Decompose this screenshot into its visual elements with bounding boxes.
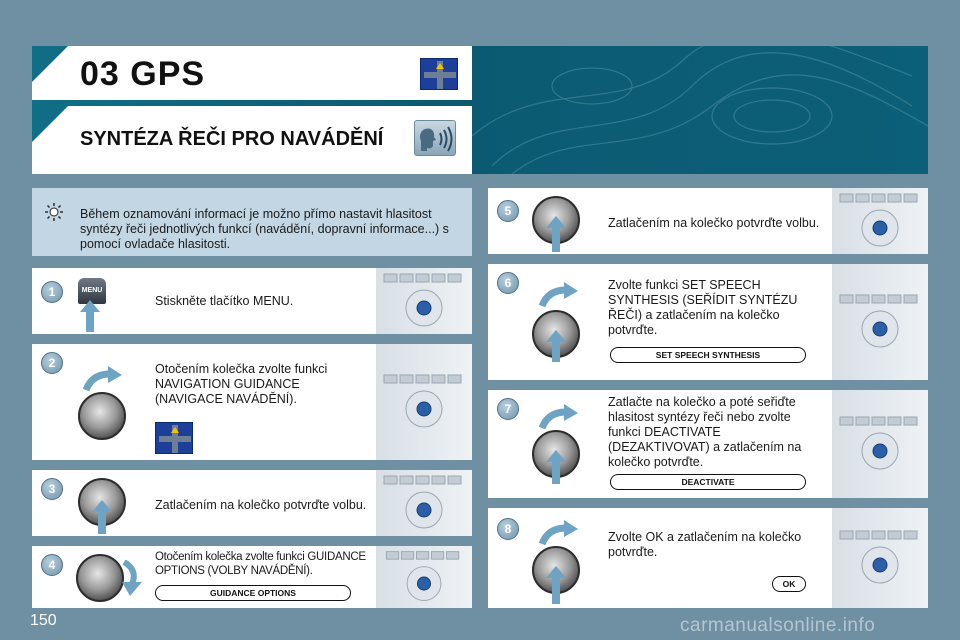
navigation-crossroad-icon <box>155 422 193 454</box>
step-4-badge: 4 <box>41 554 63 576</box>
page-number: 150 <box>30 612 57 629</box>
console-buttons <box>832 188 928 254</box>
press-arrow-icon <box>80 300 100 332</box>
rotate-arrow-icon <box>82 366 122 392</box>
info-text: Během oznamování informací je možno přímo nastavit hlasitost syntézy řeči jednotlivých funkcí (navádění, dopravní informace...) s pomocí ovladače hlasitosti. <box>80 207 449 251</box>
step-8-badge: 8 <box>497 518 519 540</box>
step-2-text: Otočením kolečka zvolte funkci NAVIGATION GUIDANCE (NAVIGACE NAVÁDĚNÍ). <box>155 362 328 406</box>
console-image <box>832 390 928 498</box>
step-6-badge: 6 <box>497 272 519 294</box>
console-buttons <box>376 546 472 608</box>
ok-label: OK <box>772 576 806 592</box>
rotate-arrow-icon <box>538 520 578 546</box>
press-arrow-icon <box>546 450 566 484</box>
press-arrow-icon <box>546 330 566 362</box>
rotate-arrow-icon <box>538 404 578 430</box>
console-image <box>376 470 472 536</box>
console-buttons <box>376 344 472 460</box>
step-2-badge: 2 <box>41 352 63 374</box>
step-7-text: Zatlačte na kolečko a poté seřiďte hlasitost syntézy řeči nebo zvolte funkci DEACTIVATE (DEZAKTIVOVAT) a zatlačením na kolečko potvrďte. <box>608 395 802 469</box>
menu-key-icon: MENU <box>78 278 106 304</box>
navigation-crossroad-icon <box>420 58 458 90</box>
voice-synthesis-icon <box>414 120 456 156</box>
step-6-text: Zvolte funkci SET SPEECH SYNTHESIS (SEŘÍDIT SYNTÉZU ŘEČI) a zatlačením na kolečko potvrďte. <box>608 278 798 337</box>
press-arrow-icon <box>92 500 112 534</box>
console-image <box>832 264 928 380</box>
deactivate-label: DEACTIVATE <box>610 474 806 490</box>
console-image <box>376 546 472 608</box>
step-5-badge: 5 <box>497 200 519 222</box>
watermark: carmanualsonline.info <box>680 615 876 636</box>
chapter-title: 03 GPS <box>80 55 206 93</box>
section-title: SYNTÉZA ŘEČI PRO NAVÁDĚNÍ <box>80 128 384 150</box>
press-arrow-icon <box>546 566 566 604</box>
tip-sun-icon <box>44 202 64 222</box>
set-speech-synthesis-label: SET SPEECH SYNTHESIS <box>610 347 806 363</box>
rotary-knob <box>78 392 126 440</box>
console-buttons <box>376 268 472 334</box>
step-4-text: Otočením kolečka zvolte funkci GUIDANCE OPTIONS (VOLBY NAVÁDĚNÍ). <box>155 551 366 577</box>
step-3-text: Zatlačením na kolečko potvrďte volbu. <box>155 498 367 512</box>
console-image <box>376 344 472 460</box>
step-5-text: Zatlačením na kolečko potvrďte volbu. <box>608 216 820 230</box>
console-buttons <box>832 264 928 380</box>
rotate-down-arrow-icon <box>118 560 144 596</box>
map-contour-decoration <box>472 46 928 174</box>
press-arrow-icon <box>546 216 566 252</box>
console-image <box>832 188 928 254</box>
console-buttons <box>832 508 928 608</box>
step-1-text: Stiskněte tlačítko MENU. <box>155 294 294 308</box>
step-8-text: Zvolte OK a zatlačením na kolečko potvrďte. <box>608 530 802 559</box>
console-buttons <box>376 470 472 536</box>
step-1-badge: 1 <box>41 281 63 303</box>
step-7-badge: 7 <box>497 398 519 420</box>
console-buttons <box>832 390 928 498</box>
guidance-options-label: GUIDANCE OPTIONS <box>155 585 351 601</box>
step-3-badge: 3 <box>41 478 63 500</box>
rotate-arrow-icon <box>538 282 578 308</box>
console-image <box>832 508 928 608</box>
console-image <box>376 268 472 334</box>
rotary-knob <box>76 554 124 602</box>
